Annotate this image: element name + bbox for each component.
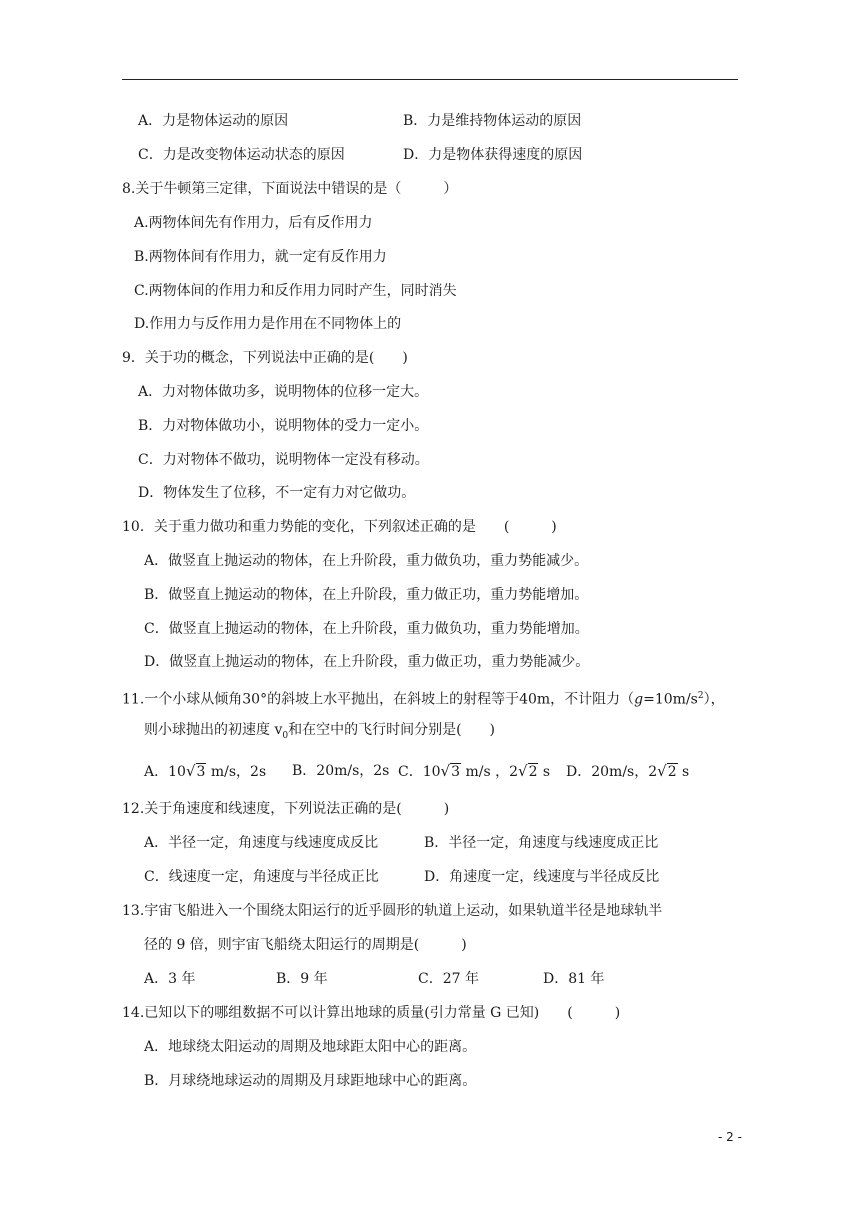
q8-option-d: D.作用力与反作用力是作用在不同物体上的 bbox=[134, 316, 402, 332]
q12-option-a: A．半径一定，角速度与线速度成反比 bbox=[144, 835, 379, 851]
q10-option-b: B．做竖直上抛运动的物体，在上升阶段，重力做正功，重力势能增加。 bbox=[144, 587, 589, 603]
subscript-0: 0 bbox=[282, 730, 289, 741]
sqrt-symbol: √3 bbox=[440, 762, 461, 780]
q12-option-d: D．角速度一定，线速度与半径成反比 bbox=[424, 869, 660, 885]
q9-option-b: B．力对物体做功小，说明物体的受力一定小。 bbox=[138, 418, 429, 434]
q8-option-b: B.两物体间有作用力，就一定有反作用力 bbox=[134, 249, 387, 265]
q7-option-d: D．力是物体获得速度的原因 bbox=[403, 147, 583, 163]
q13-stem-line2: 径的 9 倍，则宇宙飞船绕太阳运行的周期是( ) bbox=[144, 937, 467, 953]
q9-stem: 9．关于功的概念，下列说法中正确的是( ) bbox=[122, 350, 408, 366]
q9-option-c: C．力对物体不做功，说明物体一定没有移动。 bbox=[138, 452, 429, 468]
q11-option-d: D．20m/s，2√2 s bbox=[566, 762, 690, 780]
q13-option-d: D．81 年 bbox=[543, 971, 605, 987]
q12-option-b: B．半径一定，角速度与线速度成正比 bbox=[424, 835, 659, 851]
q11-option-c: C．10√3 m/s ，2√2 s bbox=[398, 762, 551, 780]
q8-option-a: A.两物体间先有作用力，后有反作用力 bbox=[134, 215, 373, 231]
q11-option-b: B．20m/s，2s bbox=[292, 763, 390, 779]
page-number: - 2 - bbox=[718, 1130, 742, 1144]
q11-stem-line1: 11.一个小球从倾角30°的斜坡上水平抛出，在斜坡上的射程等于40m，不计阻力$(g=10m/s^2)$， bbox=[122, 691, 725, 708]
q10-stem: 10．关于重力做功和重力势能的变化，下列叙述正确的是 ( ) bbox=[122, 519, 557, 535]
q11-stem-line2: 则小球抛出的初速度 $v_0$和在空中的飞行时间分别是( ) bbox=[144, 722, 496, 741]
q14-stem: 14.已知以下的哪组数据不可以计算出地球的质量(引力常量 G 已知) ( ) bbox=[122, 1005, 621, 1021]
q9-option-d: D．物体发生了位移，不一定有力对它做功。 bbox=[138, 485, 416, 501]
q10-option-d: D．做竖直上抛运动的物体，在上升阶段，重力做正功，重力势能减少。 bbox=[144, 654, 590, 670]
q9-option-a: A．力对物体做功多，说明物体的位移一定大。 bbox=[138, 384, 429, 400]
sqrt-symbol: √2 bbox=[657, 762, 677, 780]
q13-stem-line1: 13.宇宙飞船进入一个围绕太阳运行的近乎圆形的轨道上运动，如果轨道半径是地球轨半 bbox=[122, 903, 663, 919]
q14-option-b: B．月球绕地球运动的周期及月球距地球中心的距离。 bbox=[144, 1073, 477, 1089]
q14-option-a: A．地球绕太阳运动的周期及地球距太阳中心的距离。 bbox=[144, 1039, 477, 1055]
superscript-2: 2 bbox=[697, 691, 704, 701]
q11-option-a: A．10√3 m/s，2s bbox=[144, 762, 267, 780]
q13-option-b: B．9 年 bbox=[276, 971, 328, 987]
gravity-symbol: g bbox=[634, 691, 644, 708]
q13-option-c: C．27 年 bbox=[418, 971, 479, 987]
q12-option-c: C．线速度一定，角速度与半径成正比 bbox=[144, 869, 379, 885]
q12-stem: 12.关于角速度和线速度，下列说法正确的是( ) bbox=[122, 801, 450, 817]
q7-option-b: B．力是维持物体运动的原因 bbox=[403, 113, 582, 129]
header-rule bbox=[122, 79, 738, 80]
q10-option-a: A．做竖直上抛运动的物体，在上升阶段，重力做负功，重力势能减少。 bbox=[144, 553, 589, 569]
q8-option-c: C.两物体间的作用力和反作用力同时产生，同时消失 bbox=[134, 283, 457, 299]
q7-option-c: C．力是改变物体运动状态的原因 bbox=[138, 147, 345, 163]
sqrt-symbol: √3 bbox=[185, 762, 206, 780]
q8-stem: 8.关于牛顿第三定律，下面说法中错误的是（ ） bbox=[122, 181, 458, 197]
q10-option-c: C．做竖直上抛运动的物体，在上升阶段，重力做负功，重力势能增加。 bbox=[144, 621, 589, 637]
sqrt-symbol: √2 bbox=[518, 762, 538, 780]
q7-option-a: A．力是物体运动的原因 bbox=[138, 113, 289, 129]
q13-option-a: A．3 年 bbox=[144, 971, 196, 987]
